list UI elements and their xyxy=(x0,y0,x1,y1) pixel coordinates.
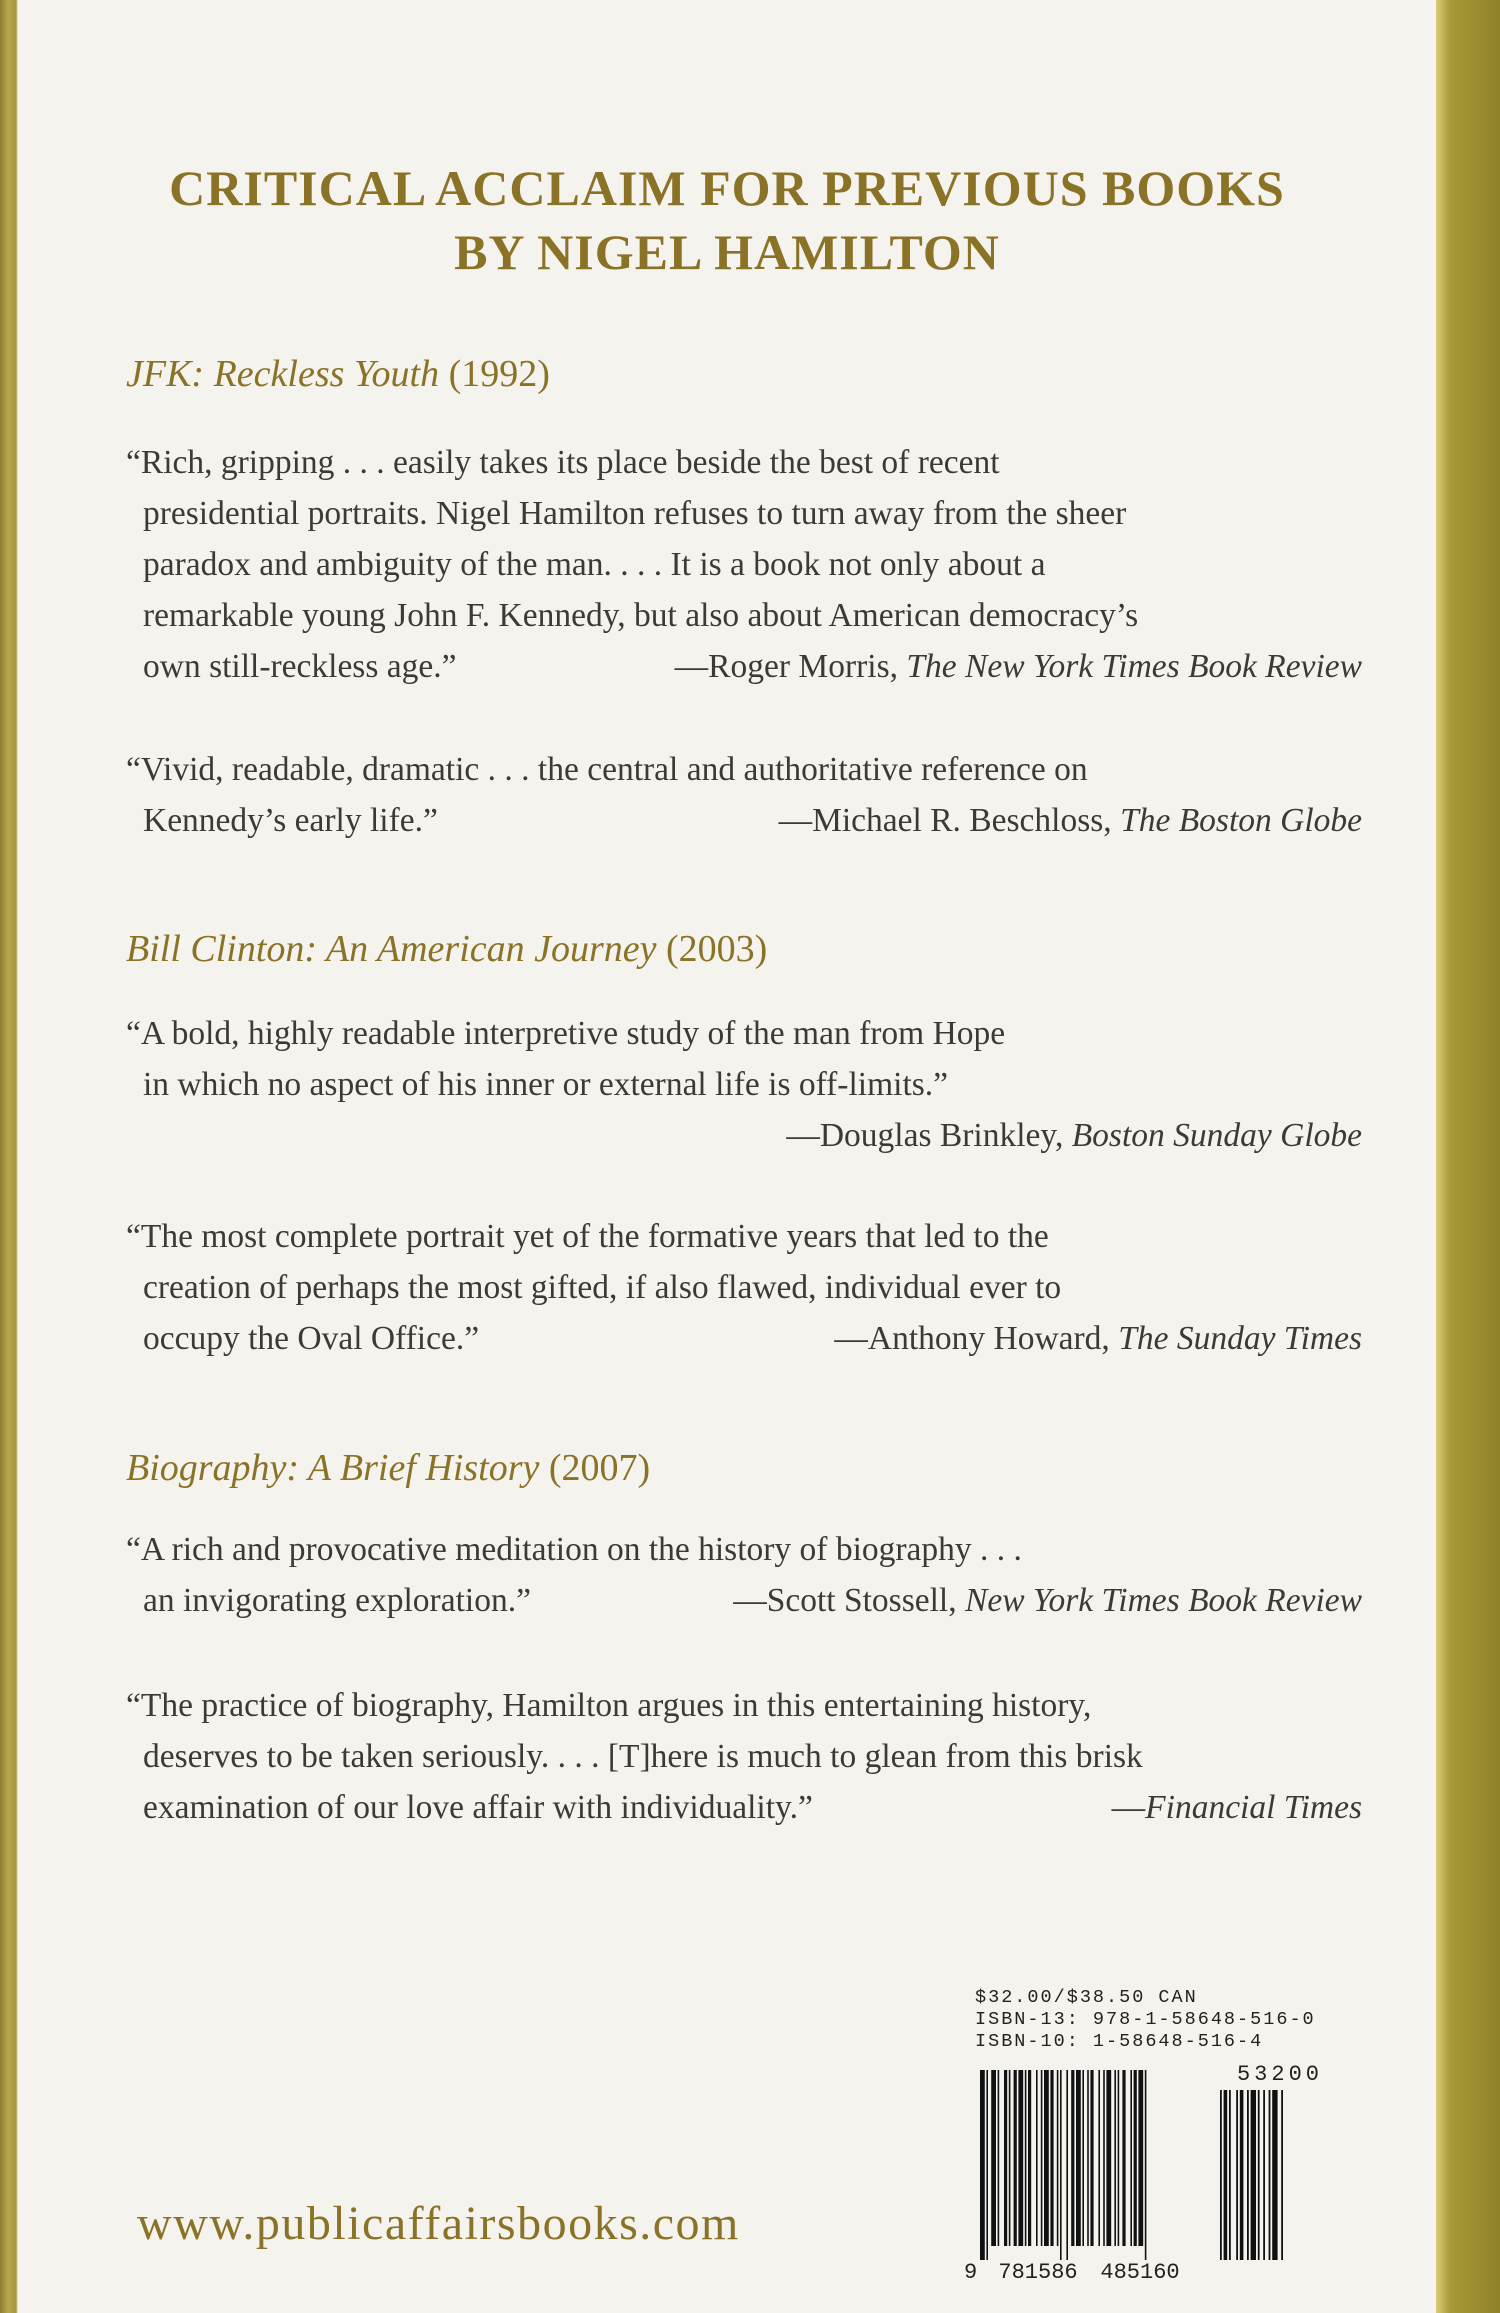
quote-block xyxy=(126,1211,1362,1364)
barcode-bar xyxy=(1025,2070,1027,2246)
barcode-bar xyxy=(1247,2090,1249,2260)
quote-line: “Vivid, readable, dramatic . . . the central and authoritative reference on xyxy=(126,751,1088,788)
publisher-website[interactable]: www.publicaffairsbooks.com xyxy=(137,2197,740,2250)
quote-line: remarkable young John F. Kennedy, but also about American democracy’s xyxy=(143,597,1139,634)
barcode-bar xyxy=(1224,2090,1228,2260)
barcode-bar xyxy=(1229,2090,1231,2260)
quote-line: in which no aspect of his inner or external life is off-limits.” xyxy=(143,1066,949,1103)
barcode-bar xyxy=(1118,2070,1120,2246)
barcode-bar xyxy=(1009,2070,1011,2246)
quote-line: deserves to be taken seriously. . . . [T]here is much to glean from this brisk xyxy=(143,1738,1143,1775)
quote-line xyxy=(126,795,1362,846)
book-title-clinton xyxy=(126,925,767,973)
quote-line xyxy=(126,1575,1362,1626)
addon-digits: 53200 xyxy=(1236,2062,1324,2087)
barcode-bar xyxy=(1145,2070,1147,2260)
barcode-bar xyxy=(998,2070,1000,2246)
attribution-source: New York Times Book Review xyxy=(964,1582,1362,1619)
quote-block xyxy=(126,1524,1362,1626)
attribution-name: —Anthony Howard, xyxy=(834,1320,1110,1357)
quote-block xyxy=(126,437,1362,692)
quote-line xyxy=(126,641,1362,692)
quote-attribution xyxy=(786,1110,1362,1161)
barcode-bar xyxy=(1134,2070,1137,2246)
book-year: (2007) xyxy=(548,1447,651,1489)
barcode-bar xyxy=(1114,2070,1116,2246)
quote-block xyxy=(126,1008,1362,1161)
barcode-bar xyxy=(1041,2070,1043,2246)
barcode-bar xyxy=(1071,2070,1074,2246)
quote-line-text: an invigorating exploration.” xyxy=(143,1582,531,1619)
barcode-bar xyxy=(1066,2070,1068,2260)
quote-attribution xyxy=(779,795,1362,846)
barcode-bar xyxy=(1103,2070,1105,2246)
quote-line: presidential portraits. Nigel Hamilton refuses to turn away from the sheer xyxy=(143,495,1127,532)
heading-line-1: CRITICAL ACCLAIM FOR PREVIOUS BOOKS xyxy=(169,160,1285,216)
quote-line: “A bold, highly readable interpretive study of the man from Hope xyxy=(126,1015,1006,1052)
quote-line xyxy=(126,1313,1362,1364)
attribution-name: —Scott Stossell, xyxy=(733,1582,957,1619)
barcode-bar xyxy=(1122,2070,1125,2246)
heading-line-2: BY NIGEL HAMILTON xyxy=(454,224,1000,280)
barcode-bar xyxy=(1281,2090,1283,2260)
barcode-bar xyxy=(1138,2070,1143,2246)
barcode-bar xyxy=(1090,2070,1093,2246)
price-label: $32.00/$38.50 CAN xyxy=(975,1987,1198,2008)
barcode-bar xyxy=(1057,2070,1059,2246)
barcode-bar xyxy=(1269,2090,1271,2260)
barcode-bar xyxy=(991,2070,996,2246)
quote-attribution xyxy=(834,1313,1362,1364)
quote-line: “A rich and provocative meditation on the history of biography . . . xyxy=(126,1531,1022,1568)
quote-line-text: own still-reckless age.” xyxy=(143,648,457,685)
quote-line: “The most complete portrait yet of the formative years that led to the xyxy=(126,1218,1049,1255)
ean-lead-digit: 9 xyxy=(964,2260,978,2285)
attribution-name: — xyxy=(1111,1789,1146,1826)
ean-bars xyxy=(980,2070,1146,2260)
isbn10-label: ISBN-10: 1-58648-516-4 xyxy=(975,2031,1264,2052)
quote-line-text: examination of our love affair with individuality.” xyxy=(143,1789,813,1826)
barcode-bar xyxy=(1130,2070,1132,2246)
barcode-bar xyxy=(986,2070,988,2260)
quote-line: paradox and ambiguity of the man. . . . It is a book not only about a xyxy=(143,546,1046,583)
addon-bars xyxy=(1220,2090,1283,2260)
barcode-graphic xyxy=(950,2060,1350,2290)
barcode-bar xyxy=(1106,2070,1111,2246)
quote-line-text: Kennedy’s early life.” xyxy=(143,802,438,839)
barcode-bar xyxy=(1263,2090,1265,2260)
quote-line: creation of perhaps the most gifted, if also flawed, individual ever to xyxy=(143,1269,1062,1306)
barcode-bar xyxy=(1050,2070,1053,2246)
quote-line xyxy=(126,1110,1362,1161)
barcode-bar xyxy=(1272,2090,1277,2260)
barcode-bar xyxy=(1028,2070,1031,2246)
book-year: (1992) xyxy=(448,353,550,395)
book-title-text: Bill Clinton: An American Journey xyxy=(126,928,657,970)
attribution-source: The New York Times Book Review xyxy=(906,648,1362,685)
quote-line-text: occupy the Oval Office.” xyxy=(143,1320,480,1357)
ean-right-digits: 485160 xyxy=(1100,2260,1180,2285)
barcode-bar xyxy=(1087,2070,1089,2246)
barcode-bar xyxy=(980,2070,985,2260)
barcode-bar xyxy=(1004,2070,1007,2246)
barcode-bar xyxy=(1098,2070,1100,2246)
barcode-bar xyxy=(1018,2070,1023,2246)
barcode-bar xyxy=(1220,2090,1222,2260)
quote-line: “Rich, gripping . . . easily takes its place beside the best of recent xyxy=(126,444,1000,481)
barcode-bar xyxy=(1044,2070,1049,2246)
attribution-source: The Boston Globe xyxy=(1120,802,1362,839)
barcode-bar xyxy=(1036,2070,1038,2246)
quote-block xyxy=(126,1680,1362,1833)
attribution-name: —Douglas Brinkley, xyxy=(786,1117,1064,1154)
quote-attribution xyxy=(1112,1782,1362,1833)
attribution-source: Boston Sunday Globe xyxy=(1071,1117,1362,1154)
quote-attribution xyxy=(675,641,1362,692)
barcode-bar xyxy=(1251,2090,1256,2260)
attribution-name: —Michael R. Beschloss, xyxy=(778,802,1112,839)
attribution-source: The Sunday Times xyxy=(1118,1320,1362,1357)
book-title-text: JFK: Reckless Youth xyxy=(126,353,440,395)
barcode-bar xyxy=(1240,2090,1244,2260)
quote-line xyxy=(126,1782,1362,1833)
barcode-block xyxy=(975,1987,1348,2053)
barcode-bar xyxy=(1014,2070,1017,2246)
book-title-text: Biography: A Brief History xyxy=(126,1447,540,1489)
barcode-bar xyxy=(1060,2070,1062,2260)
quote-block xyxy=(126,744,1362,846)
barcode-bar xyxy=(1082,2070,1084,2246)
barcode-bar xyxy=(1076,2070,1081,2246)
attribution-name: —Roger Morris, xyxy=(674,648,898,685)
book-title-biography xyxy=(126,1444,650,1492)
attribution-source: Financial Times xyxy=(1145,1789,1362,1826)
quote-attribution xyxy=(733,1575,1362,1626)
book-title-jfk xyxy=(126,350,550,398)
quote-line: “The practice of biography, Hamilton argues in this entertaining history, xyxy=(126,1687,1092,1724)
barcode-bar xyxy=(1236,2090,1238,2260)
book-year: (2003) xyxy=(666,928,768,970)
isbn13-label: ISBN-13: 978-1-58648-516-0 xyxy=(975,2009,1316,2030)
ean-left-digits: 781586 xyxy=(998,2260,1078,2285)
barcode-bar xyxy=(1258,2090,1260,2260)
